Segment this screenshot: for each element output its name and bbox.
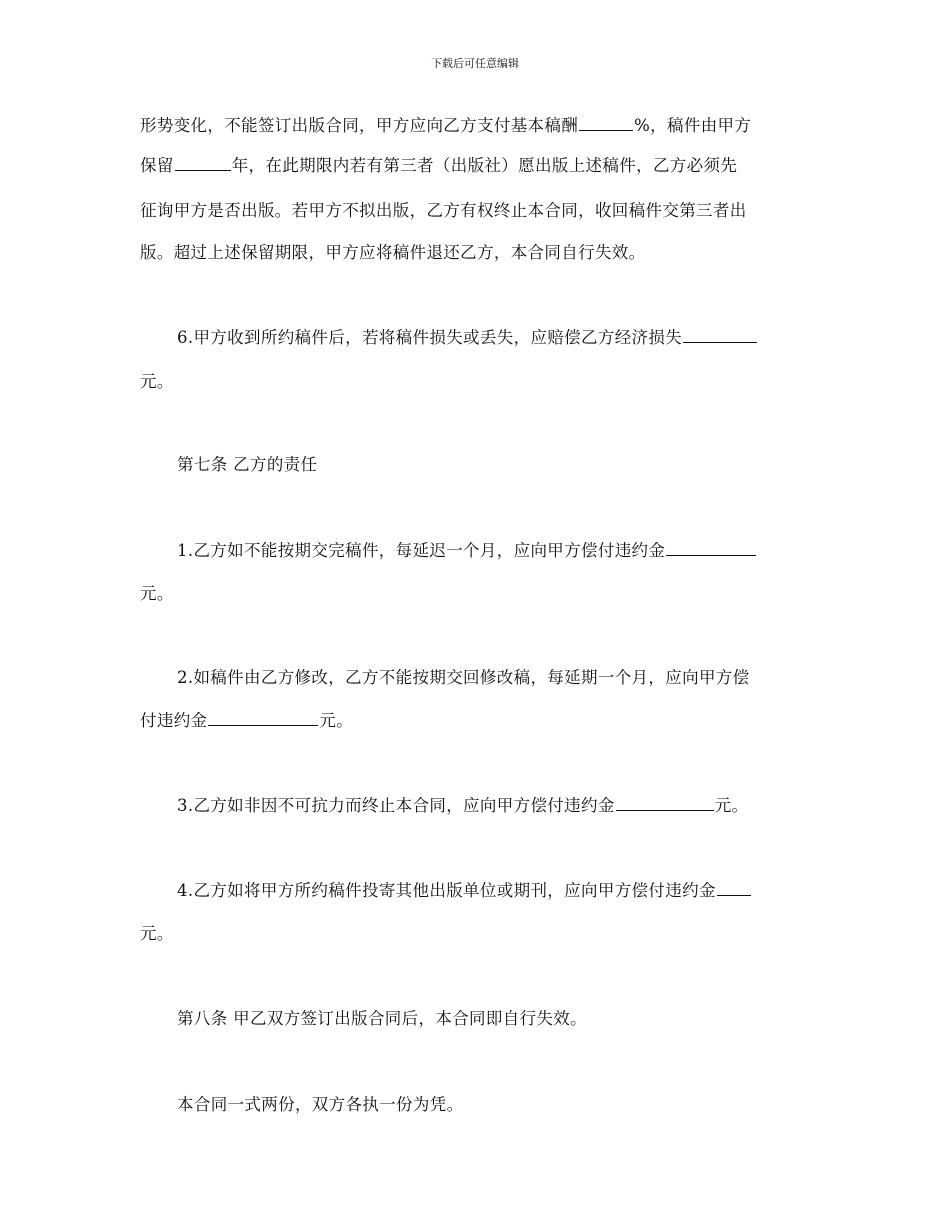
text-segment: 3.乙方如非因不可抗力而终止本合同，应向甲方偿付违约金: [177, 796, 615, 815]
paragraph-line: [177, 327, 758, 349]
paragraph-line: 征询甲方是否出版。若甲方不拟出版，乙方有权终止本合同，收回稿件交第三者出: [140, 201, 747, 220]
text-segment: 付违约金: [140, 711, 208, 730]
page-header: 下载后可任意编辑: [431, 57, 519, 70]
paragraph-line: [177, 880, 752, 902]
paragraph-line: [140, 710, 353, 732]
paragraph-line: 2.如稿件由乙方修改，乙方不能按期交回修改稿，每延期一个月，应向甲方偿: [177, 668, 750, 687]
paragraph-line: [177, 795, 748, 817]
text-segment: 6.甲方收到所约稿件后，若将稿件损失或丢失，应赔偿乙方经济损失: [177, 328, 683, 347]
paragraph-line: 元。: [140, 584, 174, 603]
fill-blank: [175, 155, 231, 171]
fill-blank: [579, 115, 633, 131]
article-heading: 第七条 乙方的责任: [177, 455, 318, 474]
text-segment: 4.乙方如将甲方所约稿件投寄其他出版单位或期刊，应向甲方偿付违约金: [177, 881, 716, 900]
fill-blank: [616, 795, 714, 811]
paragraph-line: [140, 115, 751, 137]
text-segment: %，稿件由甲方: [634, 116, 752, 135]
fill-blank: [666, 540, 756, 556]
text-segment: 保留: [140, 156, 174, 175]
closing-line: 本合同一式两份，双方各执一份为凭。: [177, 1095, 464, 1114]
text-segment: 元。: [714, 796, 749, 815]
paragraph-line: 版。超过上述保留期限，甲方应将稿件退还乙方，本合同自行失效。: [140, 243, 646, 262]
paragraph-line: [140, 155, 737, 177]
fill-blank: [683, 327, 757, 343]
paragraph-line: [177, 540, 757, 562]
fill-blank: [717, 880, 751, 896]
text-segment: 元。: [319, 711, 354, 730]
text-segment: 形势变化，不能签订出版合同，甲方应向乙方支付基本稿酬: [140, 116, 579, 135]
text-segment: 1.乙方如不能按期交完稿件，每延迟一个月，应向甲方偿付违约金: [177, 541, 666, 560]
fill-blank: [208, 710, 318, 726]
article-heading: 第八条 甲乙双方签订出版合同后，本合同即自行失效。: [177, 1009, 587, 1028]
paragraph-line: 元。: [140, 924, 174, 943]
text-segment: 年，在此期限内若有第三者（出版社）愿出版上述稿件，乙方必须先: [231, 156, 738, 175]
paragraph-line: 元。: [140, 372, 174, 391]
